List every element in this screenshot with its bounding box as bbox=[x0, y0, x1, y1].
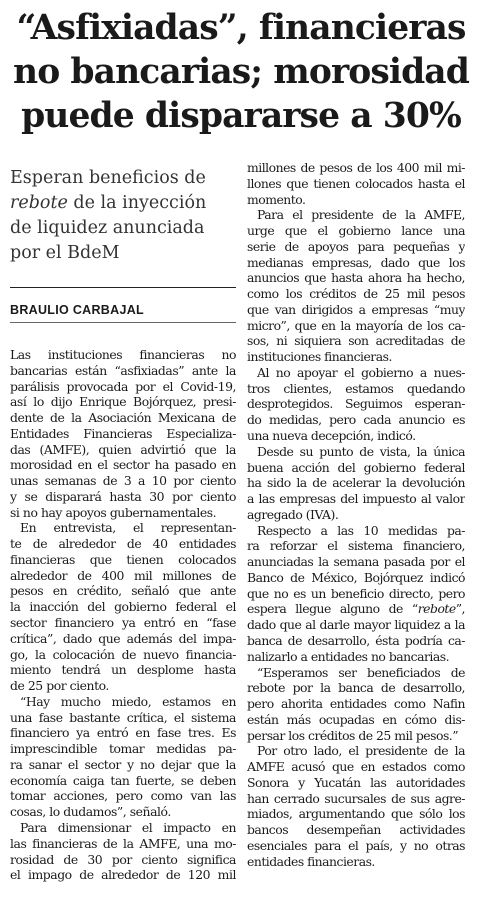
headline-line: no bancarias; morosidad bbox=[13, 52, 469, 92]
body-text-line: ra sanar el sector y no dejar que la bbox=[10, 756, 236, 772]
body-text-line: están más ocupadas en cómo dis- bbox=[247, 711, 465, 727]
body-text-line: sector financiero ya entró en “fase bbox=[10, 615, 236, 631]
body-text-line: agregado (IVA). bbox=[247, 506, 339, 522]
body-text-line: que no es un beneficio directo, pero bbox=[247, 585, 465, 601]
body-text-line: y se disparará hasta 30 por ciento bbox=[10, 488, 236, 504]
body-text-line: “Hay mucho miedo, estamos en bbox=[20, 693, 236, 709]
body-text-line: urge que el gobierno lance una bbox=[247, 223, 465, 239]
body-text-line: Para el presidente de la AMFE, bbox=[257, 207, 465, 223]
body-text-line: medianas empresas, dado que los bbox=[247, 254, 465, 270]
body-text-line: sos, ni siquiera son acreditadas de bbox=[247, 333, 465, 349]
body-text-line: unas semanas de 3 a 10 por ciento bbox=[10, 473, 236, 489]
body-text-line: miados, argumentando que sólo los bbox=[247, 806, 465, 822]
body-text-line: desprotegidos. Seguimos esperan- bbox=[247, 396, 465, 412]
headline bbox=[10, 6, 472, 138]
body-text-line: momento. bbox=[247, 191, 306, 207]
body-text-line: han cerrado sucursales de sus agre- bbox=[247, 790, 465, 806]
body-text-line: das (AMFE), quien advirtió que la bbox=[10, 441, 236, 457]
body-text-line: imprescindible tomar medidas pa- bbox=[10, 741, 236, 757]
byline-top-rule bbox=[10, 287, 236, 288]
body-text-line: do medidas, pero cada anuncio es bbox=[247, 412, 465, 428]
body-text-line: “Esperamos ser beneficiados de bbox=[257, 664, 465, 680]
body-text-line: micro”, que en la mayoría de los ca- bbox=[247, 317, 465, 333]
headline-line: “Asfixiadas”, financieras bbox=[16, 8, 466, 48]
body-text-line: espera llegue alguno de “rebote”, bbox=[247, 601, 465, 617]
right-column bbox=[247, 160, 465, 869]
body-text-line: te de alrededor de 40 entidades bbox=[10, 536, 236, 552]
subheadline bbox=[10, 166, 235, 266]
body-text-line: bancarias están “asfixiadas” ante la bbox=[10, 362, 236, 378]
body-text-line: el impago de alrededor de 120 mil bbox=[10, 867, 236, 883]
body-text-line: a las empresas del impuesto al valor bbox=[247, 491, 465, 507]
body-text-line: la inacción del gobierno federal el bbox=[10, 599, 236, 615]
body-text-line: tomar acciones, pero como van las bbox=[10, 788, 236, 804]
body-text-line: Al no apoyar el gobierno a nues- bbox=[257, 364, 465, 380]
body-text-line: serie de apoyos para pequeñas y bbox=[247, 238, 465, 254]
body-text-line: Sonora y Yucatán las autoridades bbox=[247, 774, 465, 790]
byline-bottom-rule bbox=[10, 322, 236, 323]
body-text-line: ha sido la de acelerar la devolución bbox=[247, 475, 465, 491]
subhead-line: Esperan beneficios de bbox=[10, 168, 206, 188]
body-text-line: tros clientes, estamos quedando bbox=[247, 380, 465, 396]
body-text-line: anuncios que hasta ahora ha hecho, bbox=[247, 270, 465, 286]
body-text-line: economía caiga tan fuerte, se deben bbox=[10, 772, 236, 788]
body-text-line: alrededor de 400 mil millones de bbox=[10, 567, 236, 583]
body-text-line: AMFE acusó que en estados como bbox=[247, 759, 465, 775]
body-text-line: Por otro lado, el presidente de la bbox=[257, 743, 465, 759]
subhead-line-rest: de la inyección bbox=[67, 193, 207, 213]
body-text-line: rosidad de 30 por ciento significa bbox=[10, 851, 236, 867]
body-text-line: banca de desarrollo, ésta podría ca- bbox=[247, 632, 465, 648]
body-text-line: nalizarlo a entidades no bancarias. bbox=[247, 648, 450, 664]
body-text-line: crítica”, dado que además del impa- bbox=[10, 630, 236, 646]
subhead-line: por el BdeM bbox=[10, 243, 120, 263]
body-text-line: dente de la Asociación Mexicana de bbox=[10, 410, 236, 426]
body-text-line: En entrevista, el representan- bbox=[20, 520, 236, 536]
body-text-line: que van dirigidos a empresas “muy bbox=[247, 301, 465, 317]
body-text-line: de 25 por ciento. bbox=[10, 678, 109, 694]
body-text-line: instituciones financieras. bbox=[247, 349, 392, 365]
body-text-line: Para dimensionar el impacto en bbox=[20, 819, 236, 835]
body-text-line: bancos desempeñan actividades bbox=[247, 822, 465, 838]
body-text-line: rebote por la banca de desarrollo, bbox=[247, 680, 465, 696]
body-text-line: Desde su punto de vista, la única bbox=[257, 443, 465, 459]
body-text-line: morosidad en el sector ha pasado en bbox=[10, 457, 236, 473]
subhead-italic-word: rebote bbox=[10, 193, 68, 213]
body-text-line: entidades financieras. bbox=[247, 853, 375, 869]
body-text-line: persar los créditos de 25 mil pesos.” bbox=[247, 727, 459, 743]
body-text-line: como los créditos de 25 mil pesos bbox=[247, 286, 465, 302]
body-text-line: Respecto a las 10 medidas pa- bbox=[257, 522, 465, 538]
body-text-line: miento tendrá un desplome hasta bbox=[10, 662, 236, 678]
body-text-line: Las instituciones financieras no bbox=[10, 347, 236, 362]
body-text-line: llones que tienen colocados hasta el bbox=[247, 175, 465, 191]
body-text-line: financieras que tienen colocados bbox=[10, 551, 236, 567]
body-text-line: parálisis provocada por el Covid-19, bbox=[10, 378, 236, 394]
body-text-line: si no hay apoyos gubernamentales. bbox=[10, 504, 217, 520]
byline: BRAULIO CARBAJAL bbox=[10, 303, 144, 317]
body-text-line: cosas, lo dudamos”, señaló. bbox=[10, 804, 171, 820]
body-text-line: una nueva decepción, indicó. bbox=[247, 428, 416, 444]
body-text-line: millones de pesos de los 400 mil mi- bbox=[247, 160, 465, 175]
left-column bbox=[10, 347, 236, 883]
body-text-line: Banco de México, Bojórquez indicó bbox=[247, 569, 465, 585]
body-text-line: así lo dijo Enrique Bojórquez, presi- bbox=[10, 394, 236, 410]
body-text-line: esenciales para el país, y no otras bbox=[247, 837, 465, 853]
body-text-line: Entidades Financieras Especializa- bbox=[10, 425, 236, 441]
body-text-line: anunciadas la semana pasada por el bbox=[247, 554, 465, 570]
body-text-line: ra reforzar el sistema financiero, bbox=[247, 538, 465, 554]
body-text-line: pero ahorita entidades como Nafin bbox=[247, 696, 465, 712]
body-text-line: pesos en crédito, señaló que ante bbox=[10, 583, 236, 599]
subhead-line: de liquidez anunciada bbox=[10, 218, 205, 238]
body-text-line: las financieras de la AMFE, una mo- bbox=[10, 835, 236, 851]
body-text-line: financiero ya entró en fase tres. Es bbox=[10, 725, 236, 741]
body-text-line: una fase bastante crítica, el sistema bbox=[10, 709, 236, 725]
body-text-line: dado que al darle mayor liquidez a la bbox=[247, 617, 465, 633]
subhead-line bbox=[10, 191, 235, 216]
headline-line: puede dispararse a 30% bbox=[21, 96, 461, 136]
body-text-line: buena acción del gobierno federal bbox=[247, 459, 465, 475]
body-text-line: go, la colocación de nuevo financia- bbox=[10, 646, 236, 662]
